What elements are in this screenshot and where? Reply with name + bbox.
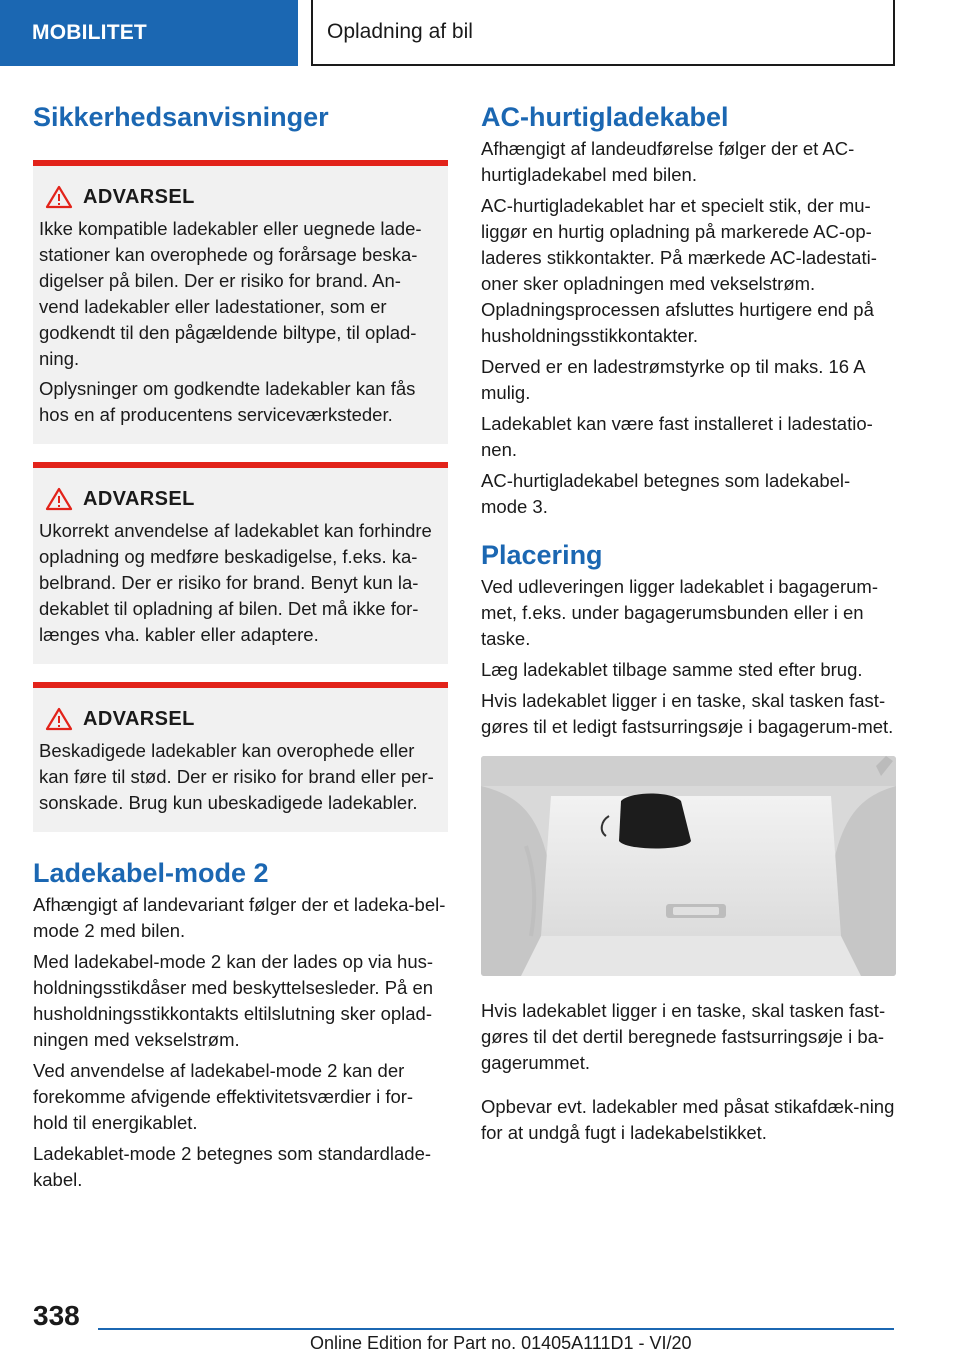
warning-text: Ukorrekt anvendelse af ladekablet kan forhindre opladning og medføre beskadigelse, f.eks. ka-belbrand. Der er risiko for brand. Benyt kun la-dekablet til opladning af bilen. Det må ikke for-længes vha. kabler eller adaptere. — [39, 520, 432, 645]
safety-heading: Sikkerhedsanvisninger — [33, 102, 329, 132]
section-tab — [0, 0, 298, 66]
warning-title: ADVARSEL — [83, 487, 195, 510]
warning-text: Ikke kompatible ladekabler eller uegnede lade-stationer kan overophede og forårsage beska-digelser på bilen. Der er risiko for brand. An-vend ladekabler eller ladestationer, som er godkendt til den pågældende biltype, til oplad-ning. — [39, 218, 422, 369]
body-text: Hvis ladekablet ligger i en taske, skal tasken fast-gøres til et ledigt fastsurringsøje i bagagerum-met. — [481, 690, 894, 737]
warning-text: Beskadigede ladekabler kan overophede eller kan føre til stød. Der er risiko for brand eller per-sonskade. Brug kun ubeskadigede ladekabler. — [39, 740, 434, 813]
warning-box-3 — [33, 682, 448, 832]
section-label: MOBILITET — [32, 21, 147, 44]
trunk-illustration — [481, 756, 896, 976]
placering-heading: Placering — [481, 540, 603, 570]
body-text: Afhængigt af landeudførelse følger der et AC-hurtigladekabel med bilen. — [481, 138, 855, 185]
warning-triangle-icon — [45, 185, 73, 209]
trunk-photo — [481, 756, 896, 976]
warning-title: ADVARSEL — [83, 185, 195, 208]
left-column — [33, 100, 448, 1193]
chapter-title-text: Opladning af bil — [327, 20, 473, 43]
body-text: Læg ladekablet tilbage samme sted efter brug. — [481, 659, 863, 680]
footer-divider — [98, 1328, 894, 1330]
body-text: Ladekablet kan være fast installeret i ladestatio-nen. — [481, 413, 873, 460]
right-column — [481, 100, 896, 1146]
warning-triangle-icon — [45, 707, 73, 731]
body-text: Derved er en ladestrømstyrke op til maks. 16 A mulig. — [481, 356, 865, 403]
warning-text: Oplysninger om godkendte ladekabler kan fås hos en af producentens serviceværksteder. — [39, 378, 416, 425]
chapter-title — [311, 0, 895, 66]
body-text: AC-hurtigladekablet har et specielt stik, der mu-liggør en hurtig opladning på markerede AC-op-laderes stikkontakter. På mærkede AC-ladestati-oner sker opladningen med vekselstrøm. Opladningsprocessen afsluttes hurtigere end på husholdningsstikkontakter. — [481, 195, 877, 346]
ac-heading: AC-hurtigladekabel — [481, 102, 729, 132]
body-text: Opbevar evt. ladekabler med påsat stikafdæk-ning for at undgå fugt i ladekabelstikket. — [481, 1096, 895, 1143]
body-text: Ved udleveringen ligger ladekablet i bagagerum-met, f.eks. under bagagerumsbunden eller i en taske. — [481, 576, 878, 649]
body-text: Hvis ladekablet ligger i en taske, skal tasken fast-gøres til det dertil beregnede fastsurringsøje i ba-gagerummet. — [481, 1000, 886, 1073]
body-text: AC-hurtigladekabel betegnes som ladekabel-mode 3. — [481, 470, 851, 517]
body-text: Ved anvendelse af ladekabel-mode 2 kan der forekomme afvigende effektivitetsværdier i for-hold til energikablet. — [33, 1060, 414, 1133]
warning-box-1 — [33, 160, 448, 444]
warning-header — [39, 704, 440, 734]
warning-header — [39, 182, 440, 212]
body-text: Afhængigt af landevariant følger der et ladeka-bel-mode 2 med bilen. — [33, 894, 446, 941]
warning-title: ADVARSEL — [83, 707, 195, 730]
edition-note: Online Edition for Part no. 01405A111D1 - VI/20 — [310, 1333, 692, 1353]
warning-header — [39, 484, 440, 514]
warning-box-2 — [33, 462, 448, 664]
warning-triangle-icon — [45, 487, 73, 511]
mode2-heading: Ladekabel-mode 2 — [33, 858, 269, 888]
page-number: 338 — [33, 1300, 80, 1331]
body-text: Ladekablet-mode 2 betegnes som standardlade-kabel. — [33, 1143, 432, 1190]
body-text: Med ladekabel-mode 2 kan der lades op via hus-holdningsstikdåser med beskyttelsesleder. På en husholdningsstikkontakts eltilslutning sker oplad-ningen med vekselstrøm. — [33, 951, 434, 1050]
